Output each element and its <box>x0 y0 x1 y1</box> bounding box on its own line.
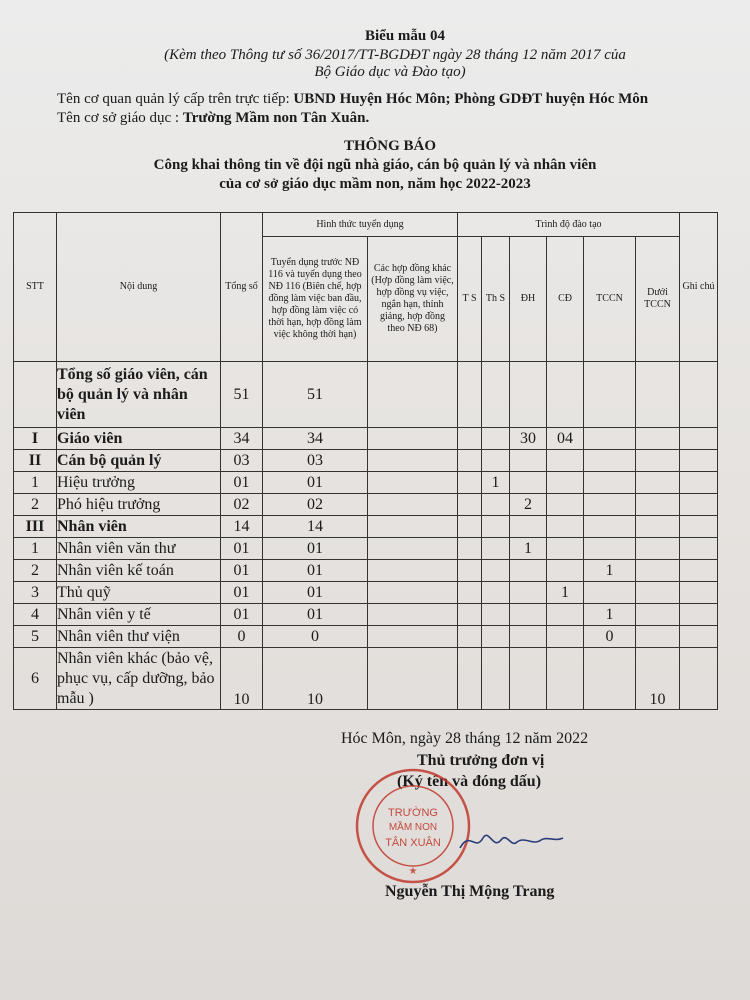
table-cell-cd <box>547 538 584 560</box>
table-cell-dh <box>510 516 547 538</box>
table-cell-total: 51 <box>221 362 263 428</box>
table-cell-ts <box>458 626 482 648</box>
table-cell-stt: 6 <box>14 648 57 710</box>
table-cell-cd <box>547 626 584 648</box>
table-cell-recruit-b <box>368 428 458 450</box>
table-cell-cd <box>547 560 584 582</box>
notice-title: THÔNG BÁO <box>343 138 437 154</box>
table-cell-tccn <box>584 494 636 516</box>
table-cell-stt: II <box>14 450 57 472</box>
notice-title-block <box>0 137 750 194</box>
table-cell-stt: I <box>14 428 57 450</box>
table-cell-recruit-b <box>368 538 458 560</box>
table-cell-recruit-b <box>368 582 458 604</box>
table-cell-ths <box>482 648 510 710</box>
table-cell-total: 02 <box>221 494 263 516</box>
table-cell-below <box>636 494 680 516</box>
header-tccn: TCCN <box>584 237 636 362</box>
table-cell-ths <box>482 560 510 582</box>
table-cell-ts <box>458 648 482 710</box>
table-cell-recruit-a: 0 <box>263 626 368 648</box>
table-cell-stt: 1 <box>14 472 57 494</box>
circular-reference-line2: Bộ Giáo dục và Đào tạo) <box>314 64 466 80</box>
table-cell-stt: 1 <box>14 538 57 560</box>
document-header <box>0 28 750 81</box>
table-cell-content: Nhân viên văn thư <box>57 538 221 560</box>
table-cell-recruit-a: 10 <box>263 648 368 710</box>
table-cell-below: 10 <box>636 648 680 710</box>
table-cell-cd <box>547 648 584 710</box>
table-cell-recruit-b <box>368 626 458 648</box>
school-value: Trường Mầm non Tân Xuân. <box>182 110 370 126</box>
header-below-tccn: Dưới TCCN <box>636 237 680 362</box>
header-cd: CĐ <box>547 237 584 362</box>
header-ts: T S <box>458 237 482 362</box>
table-row <box>14 494 718 516</box>
table-cell-below <box>636 538 680 560</box>
header-recruit-b: Các hợp đồng khác (Hợp đồng làm việc, hợp đồng vụ việc, ngắn hạn, thỉnh giảng, hợp đồng theo NĐ 68) <box>368 237 458 362</box>
agency-label: Tên cơ quan quản lý cấp trên trực tiếp: <box>57 91 294 107</box>
signature-place-date: Hóc Môn, ngày 28 tháng 12 năm 2022 <box>341 730 589 747</box>
staff-table <box>13 212 718 710</box>
table-cell-dh <box>510 472 547 494</box>
table-cell-total: 01 <box>221 582 263 604</box>
table-cell-recruit-b <box>368 494 458 516</box>
table-cell-stt: 5 <box>14 626 57 648</box>
header-recruitment: Hình thức tuyển dụng <box>263 213 458 237</box>
table-cell-tccn <box>584 582 636 604</box>
table-cell-ths <box>482 604 510 626</box>
table-cell-ths: 1 <box>482 472 510 494</box>
table-cell-recruit-b <box>368 648 458 710</box>
table-cell-content: Cán bộ quản lý <box>57 450 221 472</box>
table-cell-dh <box>510 450 547 472</box>
table-cell-tccn <box>584 428 636 450</box>
table-row <box>14 648 718 710</box>
table-cell-cd <box>547 604 584 626</box>
table-cell-stt: 3 <box>14 582 57 604</box>
table-cell-dh <box>510 626 547 648</box>
table-row <box>14 560 718 582</box>
stamp-star-icon: ★ <box>408 866 418 877</box>
table-cell-dh <box>510 362 547 428</box>
table-cell-cd <box>547 494 584 516</box>
table-cell-tccn: 1 <box>584 560 636 582</box>
table-header-row-1 <box>14 213 718 237</box>
table-cell-content: Hiệu trưởng <box>57 472 221 494</box>
table-cell-ts <box>458 604 482 626</box>
table-cell-recruit-a: 01 <box>263 538 368 560</box>
table-cell-recruit-a: 01 <box>263 472 368 494</box>
table-cell-note <box>680 472 718 494</box>
table-cell-dh <box>510 582 547 604</box>
table-cell-tccn <box>584 362 636 428</box>
table-cell-dh <box>510 604 547 626</box>
table-cell-note <box>680 604 718 626</box>
table-cell-below <box>636 472 680 494</box>
table-cell-total: 01 <box>221 560 263 582</box>
table-cell-recruit-b <box>368 362 458 428</box>
table-cell-total: 34 <box>221 428 263 450</box>
table-cell-below <box>636 604 680 626</box>
table-cell-dh: 30 <box>510 428 547 450</box>
table-cell-note <box>680 362 718 428</box>
table-cell-total: 10 <box>221 648 263 710</box>
table-cell-note <box>680 648 718 710</box>
handwritten-signature <box>455 820 565 860</box>
table-cell-total: 01 <box>221 538 263 560</box>
table-cell-ths <box>482 428 510 450</box>
table-cell-cd <box>547 362 584 428</box>
table-cell-recruit-a: 01 <box>263 582 368 604</box>
table-cell-total: 01 <box>221 472 263 494</box>
table-cell-below <box>636 582 680 604</box>
notice-subtitle-2: của cơ sở giáo dục mầm non, năm học 2022-2023 <box>219 176 531 192</box>
form-code: Biểu mẫu 04 <box>364 28 445 44</box>
table-cell-tccn <box>584 450 636 472</box>
table-row <box>14 362 718 428</box>
table-cell-total: 03 <box>221 450 263 472</box>
table-cell-content: Nhân viên y tế <box>57 604 221 626</box>
table-cell-stt: 2 <box>14 560 57 582</box>
header-recruit-a: Tuyển dụng trước NĐ 116 và tuyển dụng theo NĐ 116 (Biên chế, hợp đồng làm việc ban đầu, hợp đồng làm việc có thời hạn, hợp đồng làm việc không thời hạn) <box>263 237 368 362</box>
table-cell-note <box>680 538 718 560</box>
table-cell-cd <box>547 472 584 494</box>
header-note: Ghi chú <box>680 213 718 362</box>
stamp-line-1: TRƯỜNG <box>388 807 438 819</box>
table-cell-recruit-a: 51 <box>263 362 368 428</box>
table-cell-dh: 2 <box>510 494 547 516</box>
table-cell-content: Thủ quỹ <box>57 582 221 604</box>
table-cell-content: Nhân viên khác (bảo vệ, phục vụ, cấp dưỡng, bảo mẫu ) <box>57 648 221 710</box>
table-cell-content: Tổng số giáo viên, cán bộ quản lý và nhân viên <box>57 362 221 428</box>
table-cell-recruit-b <box>368 472 458 494</box>
header-training: Trình độ đào tạo <box>458 213 680 237</box>
table-cell-recruit-a: 34 <box>263 428 368 450</box>
table-cell-below <box>636 626 680 648</box>
table-cell-dh <box>510 648 547 710</box>
table-cell-cd <box>547 516 584 538</box>
table-row <box>14 472 718 494</box>
table-cell-ts <box>458 450 482 472</box>
table-cell-dh: 1 <box>510 538 547 560</box>
table-row <box>14 450 718 472</box>
table-cell-tccn <box>584 472 636 494</box>
table-cell-note <box>680 516 718 538</box>
table-cell-total: 0 <box>221 626 263 648</box>
table-cell-recruit-a: 03 <box>263 450 368 472</box>
table-cell-below <box>636 428 680 450</box>
table-cell-ths <box>482 538 510 560</box>
table-cell-recruit-b <box>368 450 458 472</box>
table-cell-total: 01 <box>221 604 263 626</box>
table-cell-dh <box>510 560 547 582</box>
table-cell-below <box>636 450 680 472</box>
table-cell-recruit-a: 14 <box>263 516 368 538</box>
table-cell-ths <box>482 582 510 604</box>
table-row <box>14 516 718 538</box>
stamp-line-2: MẦM NON <box>388 822 438 833</box>
table-cell-tccn: 1 <box>584 604 636 626</box>
signature-instruction: (Ký tên và đóng dấu) <box>397 773 542 790</box>
table-cell-ts <box>458 516 482 538</box>
table-cell-below <box>636 516 680 538</box>
table-cell-cd: 1 <box>547 582 584 604</box>
table-cell-ts <box>458 472 482 494</box>
table-cell-note <box>680 626 718 648</box>
table-row <box>14 538 718 560</box>
table-cell-tccn <box>584 648 636 710</box>
table-cell-total: 14 <box>221 516 263 538</box>
table-row <box>14 582 718 604</box>
table-cell-content: Phó hiệu trưởng <box>57 494 221 516</box>
notice-subtitle-1: Công khai thông tin về đội ngũ nhà giáo, cán bộ quản lý và nhân viên <box>153 157 597 173</box>
table-cell-note <box>680 560 718 582</box>
table-cell-ts <box>458 538 482 560</box>
header-total: Tổng số <box>221 213 263 362</box>
table-cell-ths <box>482 516 510 538</box>
table-cell-below <box>636 560 680 582</box>
table-cell-cd: 04 <box>547 428 584 450</box>
table-cell-note <box>680 450 718 472</box>
stamp-line-3: TÂN XUÂN <box>385 837 441 849</box>
header-stt: STT <box>14 213 57 362</box>
table-cell-ts <box>458 582 482 604</box>
table-cell-stt <box>14 362 57 428</box>
signature-name: Nguyễn Thị Mộng Trang <box>385 883 555 900</box>
agency-value: UBND Huyện Hóc Môn; Phòng GDĐT huyện Hóc Môn <box>293 91 649 107</box>
table-cell-ths <box>482 494 510 516</box>
table-cell-note <box>680 582 718 604</box>
table-cell-content: Nhân viên kế toán <box>57 560 221 582</box>
agency-line <box>57 91 648 108</box>
table-cell-recruit-b <box>368 604 458 626</box>
table-cell-ths <box>482 450 510 472</box>
table-cell-content: Giáo viên <box>57 428 221 450</box>
table-cell-note <box>680 494 718 516</box>
header-ths: Th S <box>482 237 510 362</box>
school-line <box>57 110 369 127</box>
table-cell-tccn: 0 <box>584 626 636 648</box>
table-cell-recruit-b <box>368 560 458 582</box>
table-row <box>14 428 718 450</box>
table-cell-content: Nhân viên <box>57 516 221 538</box>
circular-reference-line1: (Kèm theo Thông tư số 36/2017/TT-BGDĐT ngày 28 tháng 12 năm 2017 của <box>164 47 626 63</box>
table-row <box>14 626 718 648</box>
table-cell-ths <box>482 626 510 648</box>
table-body <box>14 362 718 710</box>
table-cell-recruit-b <box>368 516 458 538</box>
table-cell-ths <box>482 362 510 428</box>
table-cell-tccn <box>584 538 636 560</box>
table-cell-ts <box>458 560 482 582</box>
table-cell-stt: 4 <box>14 604 57 626</box>
header-content: Nội dung <box>57 213 221 362</box>
table-cell-recruit-a: 01 <box>263 560 368 582</box>
table-row <box>14 604 718 626</box>
header-dh: ĐH <box>510 237 547 362</box>
table-cell-tccn <box>584 516 636 538</box>
table-cell-stt: III <box>14 516 57 538</box>
table-cell-ts <box>458 494 482 516</box>
table-cell-stt: 2 <box>14 494 57 516</box>
table-cell-ts <box>458 428 482 450</box>
table-cell-recruit-a: 01 <box>263 604 368 626</box>
table-cell-cd <box>547 450 584 472</box>
signature-role: Thủ trưởng đơn vị <box>417 752 545 769</box>
table-cell-ts <box>458 362 482 428</box>
school-label: Tên cơ sở giáo dục : <box>57 110 183 126</box>
table-cell-recruit-a: 02 <box>263 494 368 516</box>
table-cell-note <box>680 428 718 450</box>
table-cell-content: Nhân viên thư viện <box>57 626 221 648</box>
table-cell-below <box>636 362 680 428</box>
